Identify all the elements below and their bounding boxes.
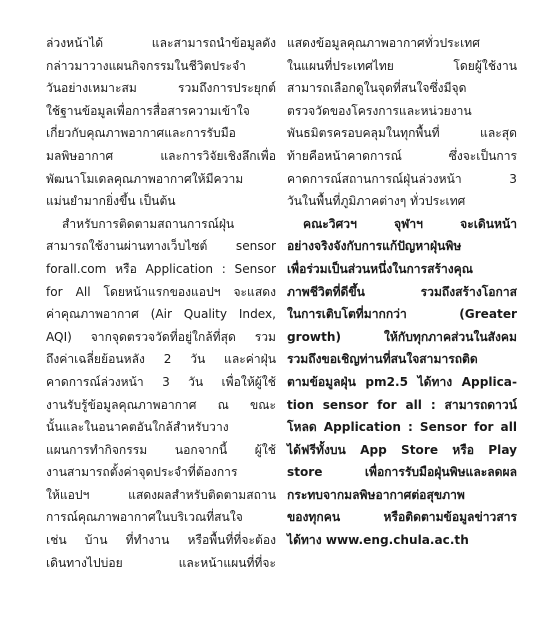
right-column-line: วันในพื้นที่ภูมิภาคต่างๆ ทั่วประเทศ [287, 194, 466, 209]
right-column-line: growth) ให้กับทุกภาคส่วนในสังคม [287, 329, 517, 344]
left-column-line: ถึงค่าเฉลี่ยย้อนหลัง 2 วัน และค่าฝุ่น [46, 352, 276, 367]
right-column-line: store เพื่อการรับมือฝุ่นพิษและลดผล [287, 465, 517, 480]
right-column-line: อย่างจริงจังกับการแก้ปัญหาฝุ่นพิษ [287, 239, 462, 254]
right-column-line: สามารถเลือกดูในจุดที่สนใจซึ่งมีจุด [287, 81, 467, 96]
right-column-line: พันธมิตรครอบคลุมในทุกพื้นที่ และสุด [287, 126, 517, 141]
left-column-line: แผนการทำกิจกรรม นอกจากนี้ ผู้ใช้ [46, 442, 276, 457]
right-column-line: ได้ฟรีทั้งบน App Store หรือ Play [287, 442, 517, 457]
right-column-line: คาดการณ์สถานการณ์ฝุ่นล่วงหน้า 3 [287, 171, 517, 186]
left-column-line: นั้นและในอนาคตอันใกล้สำหรับวาง [46, 420, 229, 435]
left-column-line: ใช้ฐานข้อมูลเพื่อการสื่อสารความเข้าใจ [46, 103, 250, 118]
right-column-line: ได้ทาง www.eng.chula.ac.th [287, 533, 469, 548]
left-text-column [46, 32, 276, 574]
right-column-line: ของทุกคน หรือติดตามข้อมูลข่าวสาร [287, 510, 517, 525]
right-text-column [287, 32, 517, 552]
right-column-line: tion sensor for all : สามารถดาวน์ [287, 397, 517, 412]
right-column-line: รวมถึงขอเชิญท่านที่สนใจสามารถติด [287, 352, 478, 367]
left-column-line: งานรับรู้ข้อมูลคุณภาพอากาศ ณ ขณะ [46, 397, 276, 412]
left-column-line: AQI) จากจุดตรวจวัดที่อยู่ใกล้ที่สุด รวม [46, 329, 276, 344]
left-column-line: เดินทางไปบ่อย และหน้าแผนที่ที่จะ [46, 555, 276, 570]
left-column-line: ให้แอปฯ แสดงผลสำหรับติดตามสถาน [46, 487, 276, 502]
left-column-line: forall.com หรือ Application : Sensor [46, 261, 276, 276]
left-column-line: คาดการณ์ล่วงหน้า 3 วัน เพื่อให้ผู้ใช้ [46, 374, 276, 389]
left-column-line: เกี่ยวกับคุณภาพอากาศและการรับมือ [46, 126, 236, 141]
left-column-line: สามารถใช้งานผ่านทางเว็บไซต์ sensor [46, 239, 276, 254]
left-column-line: เช่น บ้าน ที่ทำงาน หรือพื้นที่ที่จะต้อง [46, 533, 276, 548]
right-column-line: ในแผนที่ประเทศไทย โดยผู้ใช้งาน [287, 58, 517, 73]
right-column-line: โหลด Application : Sensor for all [287, 420, 517, 435]
right-column-line: ท้ายคือหน้าคาดการณ์ ซึ่งจะเป็นการ [287, 148, 517, 163]
left-column-line: สำหรับการติดตามสถานการณ์ฝุ่น [62, 216, 235, 231]
left-column-line: พัฒนาโมเดลคุณภาพอากาศให้มีความ [46, 171, 244, 186]
left-column-line: งานสามารถตั้งค่าจุดประจำที่ต้องการ [46, 465, 238, 480]
right-column-line: แสดงข้อมูลคุณภาพอากาศทั่วประเทศ [287, 36, 480, 50]
left-column-line: การณ์คุณภาพอากาศในบริเวณที่สนใจ [46, 510, 243, 525]
left-column-line: for All โดยหน้าแรกของแอปฯ จะแสดง [46, 284, 276, 299]
right-column-line: ภาพชีวิตที่ดีขึ้น รวมถึงสร้างโอกาส [287, 284, 517, 299]
right-column-line: คณะวิศวฯ จุฬาฯ จะเดินหน้า [303, 216, 517, 231]
left-column-line: กล่าวมาวางแผนกิจกรรมในชีวิตประจำ [46, 58, 246, 73]
right-column-line: ในการเติบโตที่มากกว่า (Greater [287, 307, 517, 322]
right-column-line: ตรวจวัดของโครงการและหน่วยงาน [287, 103, 472, 118]
left-column-line: ค่าคุณภาพอากาศ (Air Quality Index, [46, 307, 276, 322]
right-column-line: เพื่อร่วมเป็นส่วนหนึ่งในการสร้างคุณ [287, 261, 473, 276]
right-column-line: กระทบจากมลพิษอากาศต่อสุขภาพ [287, 487, 465, 502]
left-column-line: วันอย่างเหมาะสม รวมถึงการประยุกต์ [46, 81, 276, 96]
left-column-line: ล่วงหน้าได้ และสามารถนำข้อมูลดัง [46, 36, 276, 50]
left-column-line: มลพิษอากาศ และการวิจัยเชิงลึกเพื่อ [46, 148, 276, 163]
left-column-line: แม่นยำมากยิ่งขึ้น เป็นต้น [46, 194, 176, 209]
right-column-line: ตามข้อมูลฝุ่น pm2.5 ได้ทาง Applica- [287, 374, 517, 389]
